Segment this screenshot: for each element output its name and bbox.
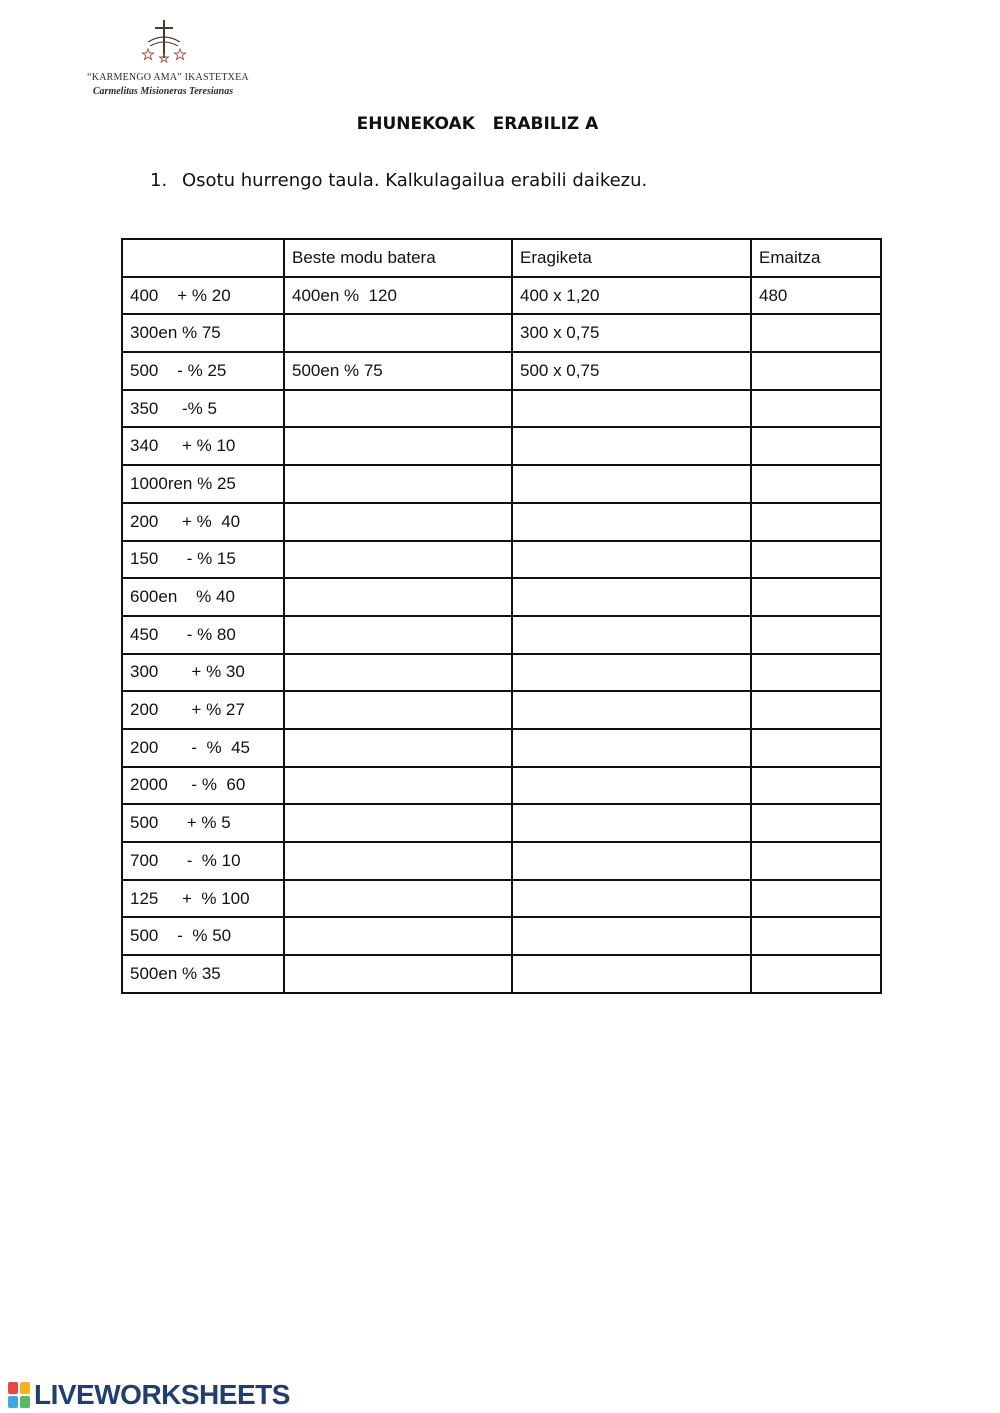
cell-eragiketa[interactable]: 300 x 0,75 <box>512 314 751 352</box>
header-cell-blank <box>122 239 284 277</box>
cell-expression: 1000ren % 25 <box>122 465 284 503</box>
cell-expression: 500 + % 5 <box>122 804 284 842</box>
cell-emaitza[interactable] <box>751 578 881 616</box>
cell-emaitza[interactable] <box>751 955 881 993</box>
cell-expression: 300en % 75 <box>122 314 284 352</box>
cell-emaitza[interactable] <box>751 314 881 352</box>
cell-eragiketa[interactable] <box>512 616 751 654</box>
cell-expression: 340 + % 10 <box>122 427 284 465</box>
cell-emaitza[interactable] <box>751 767 881 805</box>
school-subtitle: Carmelitas Misioneras Teresianas <box>92 86 234 97</box>
table-row <box>122 314 881 352</box>
cell-beste-modu[interactable] <box>284 578 512 616</box>
cell-eragiketa[interactable]: 400 x 1,20 <box>512 277 751 315</box>
table-row <box>122 352 881 390</box>
cell-expression: 600en % 40 <box>122 578 284 616</box>
cell-eragiketa[interactable] <box>512 842 751 880</box>
cell-emaitza[interactable] <box>751 804 881 842</box>
cell-expression: 350 -% 5 <box>122 390 284 428</box>
cell-emaitza[interactable] <box>751 880 881 918</box>
cell-beste-modu[interactable] <box>284 465 512 503</box>
cell-beste-modu[interactable] <box>284 880 512 918</box>
cell-eragiketa[interactable] <box>512 691 751 729</box>
cell-beste-modu[interactable] <box>284 503 512 541</box>
cell-eragiketa[interactable] <box>512 917 751 955</box>
cell-beste-modu[interactable] <box>284 691 512 729</box>
table-header-row <box>122 239 881 277</box>
cell-expression: 500 - % 50 <box>122 917 284 955</box>
cell-beste-modu[interactable] <box>284 804 512 842</box>
liveworksheets-logo <box>8 1378 290 1412</box>
cell-expression: 400 + % 20 <box>122 277 284 315</box>
cell-expression: 200 + % 27 <box>122 691 284 729</box>
table-row <box>122 767 881 805</box>
table-row <box>122 503 881 541</box>
cell-emaitza[interactable] <box>751 691 881 729</box>
cell-expression: 2000 - % 60 <box>122 767 284 805</box>
liveworksheets-mark-icon <box>8 1382 30 1408</box>
cell-beste-modu[interactable] <box>284 729 512 767</box>
table-row <box>122 277 881 315</box>
cell-expression: 125 + % 100 <box>122 880 284 918</box>
table-row <box>122 541 881 579</box>
cell-expression: 450 - % 80 <box>122 616 284 654</box>
cell-eragiketa[interactable] <box>512 503 751 541</box>
cell-beste-modu[interactable] <box>284 427 512 465</box>
table-row <box>122 691 881 729</box>
table-row <box>122 917 881 955</box>
cell-expression: 200 + % 40 <box>122 503 284 541</box>
cell-emaitza[interactable]: 480 <box>751 277 881 315</box>
cell-emaitza[interactable] <box>751 616 881 654</box>
cell-eragiketa[interactable] <box>512 465 751 503</box>
cell-emaitza[interactable] <box>751 729 881 767</box>
cell-emaitza[interactable] <box>751 842 881 880</box>
mark-square <box>8 1382 18 1394</box>
cell-expression: 700 - % 10 <box>122 842 284 880</box>
cell-eragiketa[interactable] <box>512 390 751 428</box>
mark-square <box>20 1396 30 1408</box>
table-row <box>122 616 881 654</box>
brand-text: LIVEWORKSHEETS <box>34 1379 290 1410</box>
table-row <box>122 465 881 503</box>
cell-beste-modu[interactable] <box>284 541 512 579</box>
cell-expression: 150 - % 15 <box>122 541 284 579</box>
cell-emaitza[interactable] <box>751 352 881 390</box>
cell-eragiketa[interactable] <box>512 804 751 842</box>
school-name: “KARMENGO AMA” IKASTETXEA <box>87 72 249 83</box>
cell-eragiketa[interactable] <box>512 767 751 805</box>
mark-square <box>20 1382 30 1394</box>
header-cell-beste-modu: Beste modu batera <box>284 239 512 277</box>
cell-expression: 200 - % 45 <box>122 729 284 767</box>
table-row <box>122 804 881 842</box>
header-cell-eragiketa: Eragiketa <box>512 239 751 277</box>
instruction-text: Osotu hurrengo taula. Kalkulagailua erabili daikezu. <box>182 170 648 191</box>
exercise-instruction <box>150 170 647 191</box>
cell-beste-modu[interactable] <box>284 654 512 692</box>
page-title: EHUNEKOAK ERABILIZ A <box>356 114 599 134</box>
cell-beste-modu[interactable] <box>284 955 512 993</box>
cell-emaitza[interactable] <box>751 465 881 503</box>
table-row <box>122 880 881 918</box>
cell-beste-modu[interactable] <box>284 616 512 654</box>
header-cell-emaitza: Emaitza <box>751 239 881 277</box>
cell-beste-modu[interactable] <box>284 767 512 805</box>
cell-expression: 500 - % 25 <box>122 352 284 390</box>
cell-eragiketa[interactable] <box>512 654 751 692</box>
table-row <box>122 842 881 880</box>
cell-beste-modu[interactable]: 500en % 75 <box>284 352 512 390</box>
cell-emaitza[interactable] <box>751 654 881 692</box>
table-row <box>122 729 881 767</box>
cell-beste-modu[interactable] <box>284 314 512 352</box>
table-row <box>122 578 881 616</box>
table-row <box>122 654 881 692</box>
cell-emaitza[interactable] <box>751 917 881 955</box>
table-row <box>122 955 881 993</box>
exercise-number: 1. <box>150 170 168 191</box>
cell-expression: 300 + % 30 <box>122 654 284 692</box>
cell-emaitza[interactable] <box>751 503 881 541</box>
cell-eragiketa[interactable] <box>512 541 751 579</box>
cell-eragiketa[interactable] <box>512 427 751 465</box>
cell-eragiketa[interactable] <box>512 729 751 767</box>
mark-square <box>8 1396 18 1408</box>
table-row <box>122 427 881 465</box>
school-logo <box>72 18 252 102</box>
cross-and-stars-icon <box>138 18 190 66</box>
cell-eragiketa[interactable]: 500 x 0,75 <box>512 352 751 390</box>
cell-eragiketa[interactable] <box>512 578 751 616</box>
cell-beste-modu[interactable]: 400en % 120 <box>284 277 512 315</box>
cell-emaitza[interactable] <box>751 390 881 428</box>
table-row <box>122 390 881 428</box>
cell-beste-modu[interactable] <box>284 390 512 428</box>
cell-expression: 500en % 35 <box>122 955 284 993</box>
cell-beste-modu[interactable] <box>284 917 512 955</box>
percentage-table <box>121 238 882 994</box>
cell-emaitza[interactable] <box>751 427 881 465</box>
cell-beste-modu[interactable] <box>284 842 512 880</box>
cell-eragiketa[interactable] <box>512 880 751 918</box>
cell-eragiketa[interactable] <box>512 955 751 993</box>
cell-emaitza[interactable] <box>751 541 881 579</box>
